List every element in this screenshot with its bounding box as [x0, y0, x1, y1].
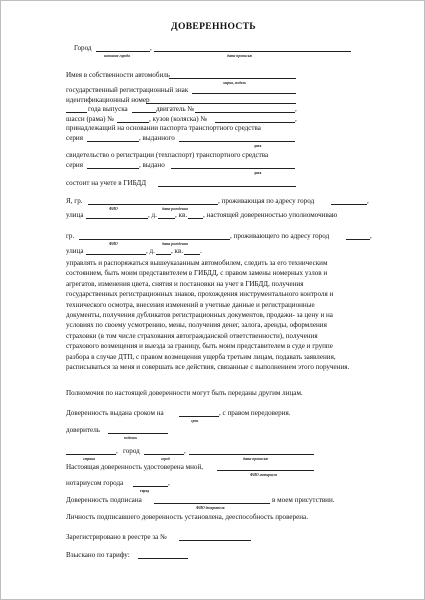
agent-line: [1, 232, 425, 244]
series-1-line: [1, 134, 425, 146]
transfer-note: Полномочия по настоящей доверенности могут быть переданы другим лицам.: [66, 389, 303, 397]
principal-authorize: , настоящей доверенностью уполномочиваю: [203, 211, 338, 219]
principal-living: , проживающая по адресу город: [218, 197, 315, 205]
tariff-line: [1, 551, 425, 563]
series-1-label: серия: [66, 134, 83, 142]
agent-house-field[interactable]: [156, 254, 171, 255]
notary-city-label: нотариусом города: [66, 479, 124, 487]
vin-label: идентификационный номер: [66, 96, 150, 104]
basis-text: принадлежащий на основании паспорта транспортного средства: [66, 124, 261, 132]
identity-text: Личность подписавшего доверенность установлена, дееспособность проверена.: [66, 513, 308, 521]
agent-flat-label: , кв.: [171, 247, 184, 255]
place-line: [1, 447, 425, 459]
signed-label: Доверенность подписана: [66, 496, 142, 504]
chassis-field[interactable]: [117, 122, 149, 123]
powers-text: агрегатов, изменения цвета, снятия и постановки на учет в ГИБДД, получения: [66, 279, 304, 288]
principal-house-field[interactable]: [158, 218, 175, 219]
place-city-caption: город: [161, 457, 170, 461]
date-caption: дата прописью: [227, 54, 253, 58]
powers-text: условиях по своему усмотрению, мены, получения денег, залога, аренды, оформления: [66, 321, 327, 330]
agent-flat-field[interactable]: [184, 254, 200, 255]
owner-label: Имея в собственности автомобиль: [66, 71, 171, 79]
agent-house-label: , д.: [146, 247, 155, 255]
series-1-issued: , выданного: [139, 134, 175, 142]
tariff-field[interactable]: [138, 558, 188, 559]
registry-line: [1, 533, 425, 545]
chassis-comma: ,: [295, 115, 297, 123]
agent-comma: ,: [370, 232, 372, 240]
agent-dob-caption: дата рождения: [162, 242, 188, 246]
agent-city-field[interactable]: [346, 239, 370, 240]
series-2-field[interactable]: [87, 168, 139, 169]
car-model-field[interactable]: [169, 78, 296, 79]
engine-field[interactable]: [195, 112, 295, 113]
signed-caption: ФИО доверителя: [196, 506, 225, 510]
principal-fio-caption: ФИО: [109, 207, 118, 211]
notary-name-field[interactable]: [217, 470, 314, 471]
principal-flat-field[interactable]: [188, 218, 203, 219]
principal-line: [1, 197, 425, 209]
city-label: Город: [74, 44, 92, 52]
reg-sign-label: государственный регистрационный знак: [66, 86, 189, 94]
agent-street-label: улица: [66, 247, 84, 255]
series-2-label: серия: [66, 161, 83, 169]
principal-address-line: [1, 211, 425, 223]
identity-line: [1, 513, 425, 525]
powers-text: страховки (в том числе страхования автогражданской ответственности), получения: [66, 331, 318, 340]
agent-living: , проживающего по адресу город: [230, 232, 330, 240]
signed-rest: в моем присутствии.: [272, 496, 335, 504]
body-label: , кузов (коляска) №: [149, 115, 208, 123]
agent-fio-caption: ФИО: [109, 242, 118, 246]
certified-line: [1, 463, 425, 475]
date-field[interactable]: [154, 51, 351, 52]
chassis-label: шасси (рама) №: [66, 115, 115, 123]
registry-label: Зарегистрировано в реестре за №: [66, 533, 167, 541]
year-label: года выпуска: [88, 105, 128, 113]
principal-flat-label: , кв.: [175, 211, 188, 219]
series-2-issuer-field[interactable]: [171, 168, 295, 169]
certificate-text: свидетельство о регистрации (техпаспорт) транспортного средства: [66, 151, 269, 159]
powers-text: государственных регистрационных знаков, прохождения инструментального контроля и: [66, 290, 334, 299]
principal-dob-caption: дата рождения: [162, 207, 188, 211]
series-1-field[interactable]: [87, 141, 139, 142]
country-caption: страна: [83, 457, 96, 461]
city-date-line: [1, 44, 425, 56]
powers-text: технического осмотра, внесения изменений в учетные данные и регистрационные: [66, 300, 315, 309]
notary-city-caption: город: [140, 489, 150, 493]
agent-address-line: [1, 247, 425, 259]
place-comma-1: ,: [116, 447, 118, 455]
notary-city-field[interactable]: [133, 486, 168, 487]
vin-field[interactable]: [146, 103, 296, 104]
engine-comma: ,: [295, 105, 297, 113]
term-rest: , с правом передоверия.: [219, 409, 291, 417]
series-2-date-caption: дата: [254, 171, 262, 175]
powers-text: расписываться за меня и совершать все действия, связанные с выполнением этого поручения.: [66, 363, 350, 371]
term-caption: срок: [191, 419, 199, 423]
place-comma-2: ,: [184, 447, 186, 455]
country-field[interactable]: [66, 454, 116, 455]
series-1-issuer-field[interactable]: [179, 141, 295, 142]
tariff-label: Взыскано по тарифу:: [66, 551, 130, 559]
signer-line: [1, 426, 425, 438]
registry-number-field[interactable]: [179, 540, 251, 541]
principal-street-field[interactable]: [86, 218, 148, 219]
notary-city-line: [1, 479, 425, 491]
powers-text: разбора в случае ДТП, с правом возмещения ущерба третьим лицам, подавать заявления,: [66, 352, 336, 361]
signed-agent-field[interactable]: [154, 503, 270, 504]
notary-caption: ФИО нотариуса: [250, 473, 278, 477]
engine-label: двигатель №: [156, 105, 195, 113]
agent-label: гр.: [66, 232, 75, 240]
transfer-note-line: [1, 389, 425, 401]
place-city-label: город: [123, 447, 140, 455]
city-caption: название города: [104, 54, 130, 58]
place-city-field[interactable]: [144, 454, 184, 455]
year-extra-field[interactable]: [132, 112, 156, 113]
principal-house-label: , д.: [148, 211, 157, 219]
powers-text: состоянием, быть моим представителем в ГИБДД, с правом замены номерных узлов и: [66, 269, 328, 278]
certified-label: Настоящая доверенность удостоверена мной,: [66, 463, 204, 471]
principal-name-field[interactable]: [88, 204, 218, 205]
registered-line: [1, 179, 425, 191]
powers-text: управлять и распоряжаться вышеуказанным автомобилем, следить за его техническим: [66, 259, 328, 267]
term-field[interactable]: [179, 416, 219, 417]
registered-label: состоит на учете в ГИБДД: [66, 179, 147, 187]
powers-text: документы, получения дубликатов регистрационных документов, продажи- за цену и на: [66, 311, 333, 319]
principal-city-field[interactable]: [331, 204, 367, 205]
owner-line: [1, 71, 425, 83]
signer-label: доверитель: [66, 426, 100, 434]
body-field[interactable]: [215, 122, 295, 123]
place-date-caption: дата прописью: [243, 457, 269, 461]
agent-end: .: [200, 247, 202, 255]
series-2-issued: , выдано: [139, 161, 165, 169]
principal-label: Я, гр.: [66, 197, 83, 205]
term-label: Доверенность выдана сроком на: [66, 409, 164, 417]
powers-text: страхового возмещения и выезда за границу, быть моим представителем в суде и группе: [66, 342, 333, 351]
series-1-date-caption: дата: [254, 144, 262, 148]
principal-street-label: улица: [66, 211, 84, 219]
place-date-field[interactable]: [189, 454, 314, 455]
agent-name-field[interactable]: [79, 239, 230, 240]
city-field[interactable]: [96, 51, 150, 52]
city-comma: ,: [150, 44, 152, 52]
car-model-caption: марка, модель: [223, 81, 246, 85]
series-2-line: [1, 161, 425, 173]
signer-signature-field[interactable]: [108, 433, 168, 434]
document-title: ДОВЕРЕННОСТЬ: [171, 21, 256, 32]
powers-line: [1, 363, 425, 375]
reg-sign-field[interactable]: [192, 93, 296, 94]
notary-city-comma: ,: [168, 479, 170, 487]
registered-field[interactable]: [158, 186, 296, 187]
principal-comma: ,: [367, 197, 369, 205]
agent-street-field[interactable]: [86, 254, 146, 255]
term-line: [1, 409, 425, 421]
year-field[interactable]: [66, 112, 87, 113]
signer-caption: подпись: [124, 436, 138, 440]
